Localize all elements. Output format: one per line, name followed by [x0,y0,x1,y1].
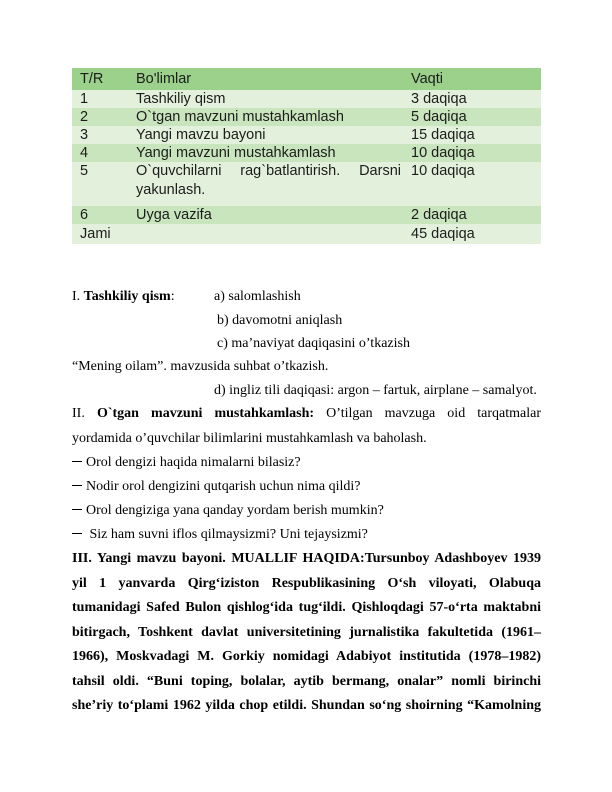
question-item: Orol dengiziga yana qanday yordam berish mumkin? [72,503,384,519]
section-1-item-a: a) salomlashish [214,289,301,304]
section-1-item-b: b) davomotni aniqlash [217,313,343,328]
table-row [72,206,541,224]
section-1-heading [72,289,175,305]
section-2-heading-line [72,406,541,422]
section-3-line: III. Yangi mavzu bayoni. MUALLIF HAQIDA:Tursunboy Adashboyev 1939 [72,551,541,566]
row-time: 3 daqiqa [411,91,467,107]
row-time: 2 daqiqa [411,207,467,223]
dash-bullet-icon [72,485,82,486]
row-number: 1 [80,91,89,107]
row-number: 4 [80,145,89,161]
section-1-title: Tashkiliy qism [83,289,171,304]
total-label: Jami [80,226,111,242]
row-number: 2 [80,109,89,125]
section-3-line: 1966), Moskvadagi M. Gorkiy nomidagi Adabiyot institutida (1978–1982) [72,649,541,664]
row-section: Yangi mavzu bayoni [136,127,266,143]
table-header-row [72,68,541,90]
section-1-topic: “Mening oilam”. mavzusida suhbat o’tkazish. [72,359,329,374]
row-time: 10 daqiqa [411,163,475,179]
header-cell-sections: Bo'limlar [136,71,192,87]
section-3-line: bitirgach, Toshkent davlat universitetining jurnalistika fakultetida (1961– [72,625,541,640]
section-1-colon: : [170,289,175,304]
section-2-number: II. [72,406,97,421]
section-1-item-d: d) ingliz tili daqiqasi: argon – fartuk, airplane – samalyot. [214,383,537,398]
row-section: Tashkiliy qism [136,91,226,107]
row-section: O`tgan mavzuni mustahkamlash [136,109,344,125]
row-section: Yangi mavzuni mustahkamlash [136,145,336,161]
section-3-line: she’riy to‘plami 1962 yilda chop etildi. Shundan so‘ng shoirning “Kamolning [72,698,541,713]
table-row [72,144,541,162]
section-1-item-c: c) ma’naviyat daqiqasini o’tkazish [217,336,410,351]
section-3-line: tumanidagi Safed Bulon qishlog‘ida tug‘ildi. Qishloqdagi 57-o‘rta maktabni [72,600,541,615]
table-row [72,108,541,126]
section-2-title: O`tgan mavzuni mustahkamlash: [96,406,315,421]
row-section: Uyga vazifa [136,207,212,223]
table-row [72,90,541,108]
table-row [72,162,541,206]
section-1-number: I. [72,289,84,304]
table-total-row [72,224,541,244]
dash-bullet-icon [72,509,82,510]
lesson-plan-table [72,68,541,244]
section-2-text-line: yordamida o’quvchilar bilimlarini mustahkamlash va baholash. [72,431,427,446]
section-3-line: yil 1 yanvarda Qirg‘iziston Respublikasining O‘sh viloyati, Olabuqa [72,576,541,591]
row-number: 5 [80,163,89,179]
dash-bullet-icon [72,533,82,534]
header-cell-number: T/R [80,71,104,87]
dash-bullet-icon [72,461,82,462]
question-item: Orol dengizi haqida nimalarni bilasiz? [72,455,301,471]
question-item: Nodir orol dengizini qutqarish uchun nima qildi? [72,479,361,495]
section-2-text: O’tilgan mavzuga oid tarqatmalar [326,406,542,421]
row-time: 15 daqiqa [411,127,475,143]
section-3-line: tahsil oldi. “Buni toping, bolalar, aytib bermang, onalar” nomli birinchi [72,674,541,689]
header-cell-time: Vaqti [411,71,443,87]
table-row [72,126,541,144]
question-item: Siz ham suvni iflos qilmaysizmi? Uni tejaysizmi? [72,527,368,543]
row-number: 6 [80,207,89,223]
row-number: 3 [80,127,89,143]
row-section-line: O`quvchilarni rag`batlantirish. Darsni [136,163,401,179]
row-section-line: yakunlash. [136,182,206,198]
row-time: 10 daqiqa [411,145,475,161]
row-time: 5 daqiqa [411,109,467,125]
row-section [130,162,405,206]
total-time: 45 daqiqa [411,226,475,242]
